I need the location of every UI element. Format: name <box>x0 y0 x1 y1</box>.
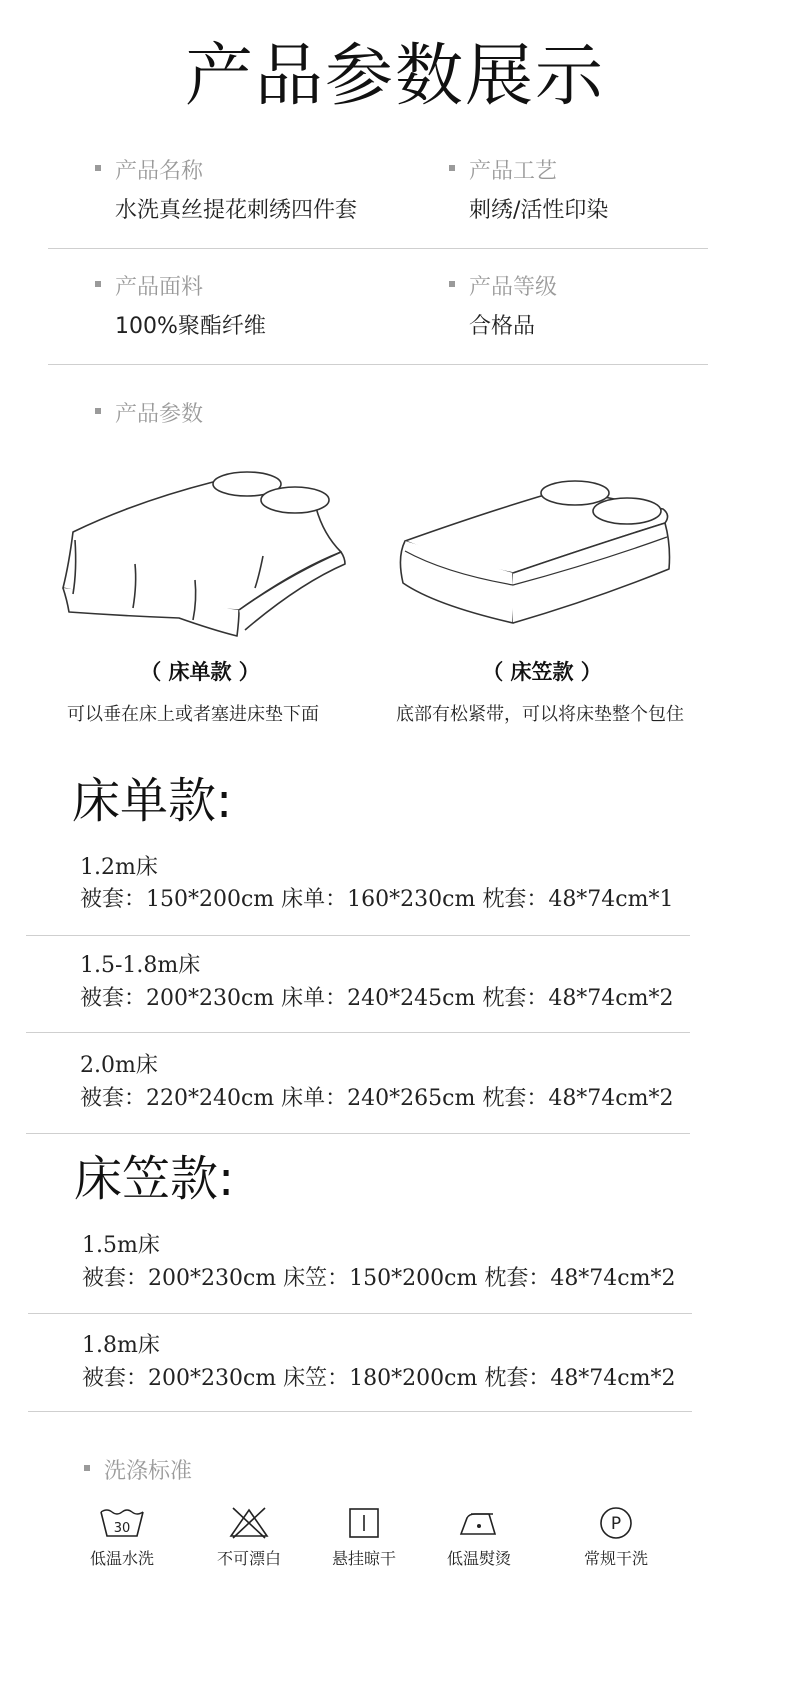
bullet-icon <box>84 1465 90 1471</box>
divider <box>48 248 708 249</box>
size-name: 2.0m床 <box>80 1053 158 1078</box>
care-item-no-bleach <box>194 1506 304 1569</box>
wash-temp-text: 30 <box>113 1521 131 1536</box>
care-label: 低温熨烫 <box>446 1549 511 1568</box>
size-spec: 被套：200*230cm 床笠：150*200cm 枕套：48*74cm*2 <box>82 1266 676 1291</box>
size-name: 1.5-1.8m床 <box>80 953 201 978</box>
care-label: 常规干洗 <box>583 1549 648 1568</box>
wash-30-icon <box>98 1506 146 1540</box>
bullet-icon <box>95 408 101 414</box>
page-title: 产品参数展示 <box>184 37 605 116</box>
low-iron-icon <box>455 1506 503 1540</box>
attr-value: 合格品 <box>469 314 536 339</box>
divider <box>26 1133 690 1134</box>
attr-label: 洗涤标准 <box>104 1459 193 1484</box>
size-name: 1.8m床 <box>82 1333 160 1358</box>
bullet-icon <box>95 165 101 171</box>
fitted-sheet-bed-icon <box>395 465 695 635</box>
flat-sheet-bed-icon <box>55 460 355 640</box>
size-spec: 被套：150*200cm 床单：160*230cm 枕套：48*74cm*1 <box>80 887 674 912</box>
fitted-section-heading: 床笠款: <box>74 1151 235 1207</box>
size-name: 1.5m床 <box>82 1233 160 1258</box>
divider <box>26 935 690 936</box>
flat-section-heading: 床单款: <box>72 773 233 829</box>
care-section-label <box>104 1454 192 1485</box>
attr-label: 产品工艺 <box>469 159 558 184</box>
care-label: 悬挂晾干 <box>331 1549 396 1568</box>
attr-grade <box>469 270 557 340</box>
care-label: 不可漂白 <box>216 1549 281 1568</box>
attr-fabric <box>115 270 266 340</box>
care-item-wash <box>67 1506 177 1569</box>
care-item-dry-clean <box>561 1506 671 1569</box>
attr-params <box>115 397 203 428</box>
bullet-icon <box>95 281 101 287</box>
attr-value: 水洗真丝提花刺绣四件套 <box>115 198 358 223</box>
care-item-low-iron <box>424 1506 534 1569</box>
attr-product-craft <box>469 154 608 224</box>
attr-value: 100%聚酯纤维 <box>115 314 266 339</box>
divider <box>28 1313 692 1314</box>
bed-style-flat-label: （ 床单款 ） <box>140 660 260 684</box>
attr-product-name <box>115 154 357 224</box>
dry-clean-text: P <box>610 1514 622 1534</box>
attr-label: 产品名称 <box>115 159 204 184</box>
divider <box>28 1411 692 1412</box>
bed-style-fitted-desc: 底部有松紧带，可以将床垫整个包住 <box>396 704 684 725</box>
size-spec: 被套：200*230cm 床单：240*245cm 枕套：48*74cm*2 <box>80 986 674 1011</box>
size-spec: 被套：220*240cm 床单：240*265cm 枕套：48*74cm*2 <box>80 1086 674 1111</box>
care-item-hang-dry <box>309 1506 419 1569</box>
care-label: 低温水洗 <box>89 1549 154 1568</box>
attr-label: 产品面料 <box>115 275 204 300</box>
size-spec: 被套：200*230cm 床笠：180*200cm 枕套：48*74cm*2 <box>82 1366 676 1391</box>
size-name: 1.2m床 <box>80 855 158 880</box>
bed-style-fitted-label: （ 床笠款 ） <box>482 660 602 684</box>
attr-value: 刺绣/活性印染 <box>469 198 609 223</box>
attr-label: 产品等级 <box>469 275 558 300</box>
no-bleach-icon <box>225 1506 273 1540</box>
bullet-icon <box>449 165 455 171</box>
divider <box>26 1032 690 1033</box>
dry-clean-icon <box>592 1506 640 1540</box>
divider <box>48 364 708 365</box>
attr-label: 产品参数 <box>115 402 204 427</box>
bed-style-flat-desc: 可以垂在床上或者塞进床垫下面 <box>67 704 319 725</box>
bullet-icon <box>449 281 455 287</box>
hang-dry-icon <box>340 1506 388 1540</box>
